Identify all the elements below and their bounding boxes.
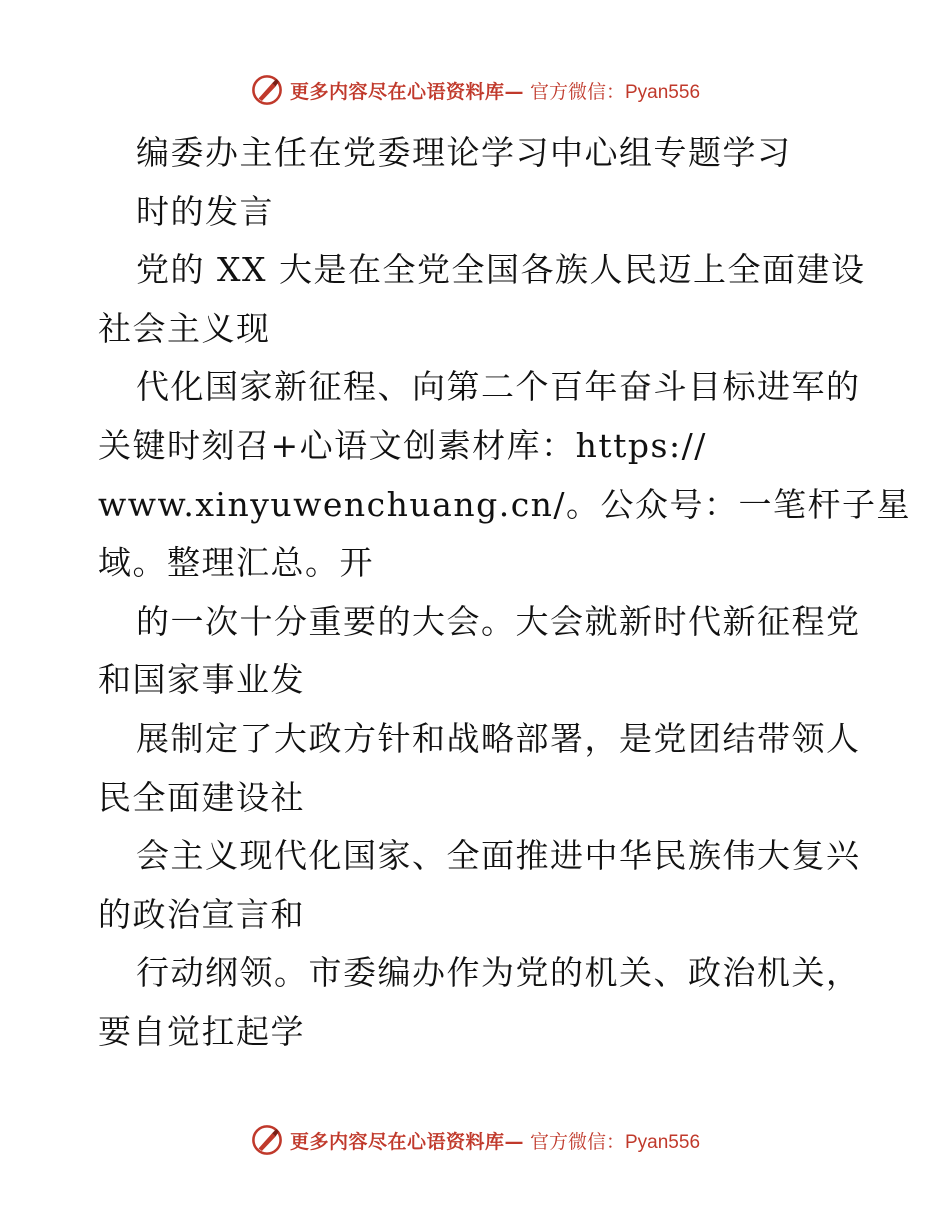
pen-logo-icon [250, 1123, 284, 1157]
pen-logo-icon [250, 73, 284, 107]
doc-line: 的一次十分重要的大会。大会就新时代新征程党 [136, 601, 861, 641]
doc-line: 编委办主任在党委理论学习中心组专题学习 [136, 133, 792, 172]
doc-line: 要自觉扛起学 [98, 1011, 305, 1051]
doc-line: www.xinyuwenchuang.cn/。公众号：一笔杆子星 [98, 484, 912, 524]
doc-line: 会主义现代化国家、全面推进中华民族伟大复兴 [136, 836, 861, 876]
doc-line: 和国家事业发 [98, 660, 305, 700]
footer-wechat-id: 官方微信：Pyan556 [530, 1131, 701, 1153]
footer-banner-text: 更多内容尽在心语资料库— [289, 1130, 524, 1153]
header-banner-text: 更多内容尽在心语资料库— [289, 80, 524, 103]
doc-line: 社会主义现 [98, 308, 271, 348]
header-wechat-id: 官方微信：Pyan556 [530, 81, 701, 103]
doc-line: 的政治宣言和 [98, 894, 305, 934]
doc-line: 时的发言 [136, 191, 274, 231]
footer-banner [0, 1120, 950, 1160]
doc-line: 党的 XX 大是在全党全国各族人民迈上全面建设 [136, 250, 866, 290]
doc-line: 域。整理汇总。开 [98, 543, 374, 583]
doc-line: 行动纲领。市委编办作为党的机关、政治机关， [136, 953, 861, 993]
doc-line: 代化国家新征程、向第二个百年奋斗目标进军的 [136, 367, 861, 407]
document-body [98, 124, 912, 1062]
doc-line: 民全面建设社 [98, 777, 305, 817]
doc-line: 展制定了大政方针和战略部署，是党团结带领人 [136, 718, 861, 758]
header-banner [0, 70, 950, 110]
doc-line: 关键时刻召+心语文创素材库：https:// [98, 425, 707, 465]
